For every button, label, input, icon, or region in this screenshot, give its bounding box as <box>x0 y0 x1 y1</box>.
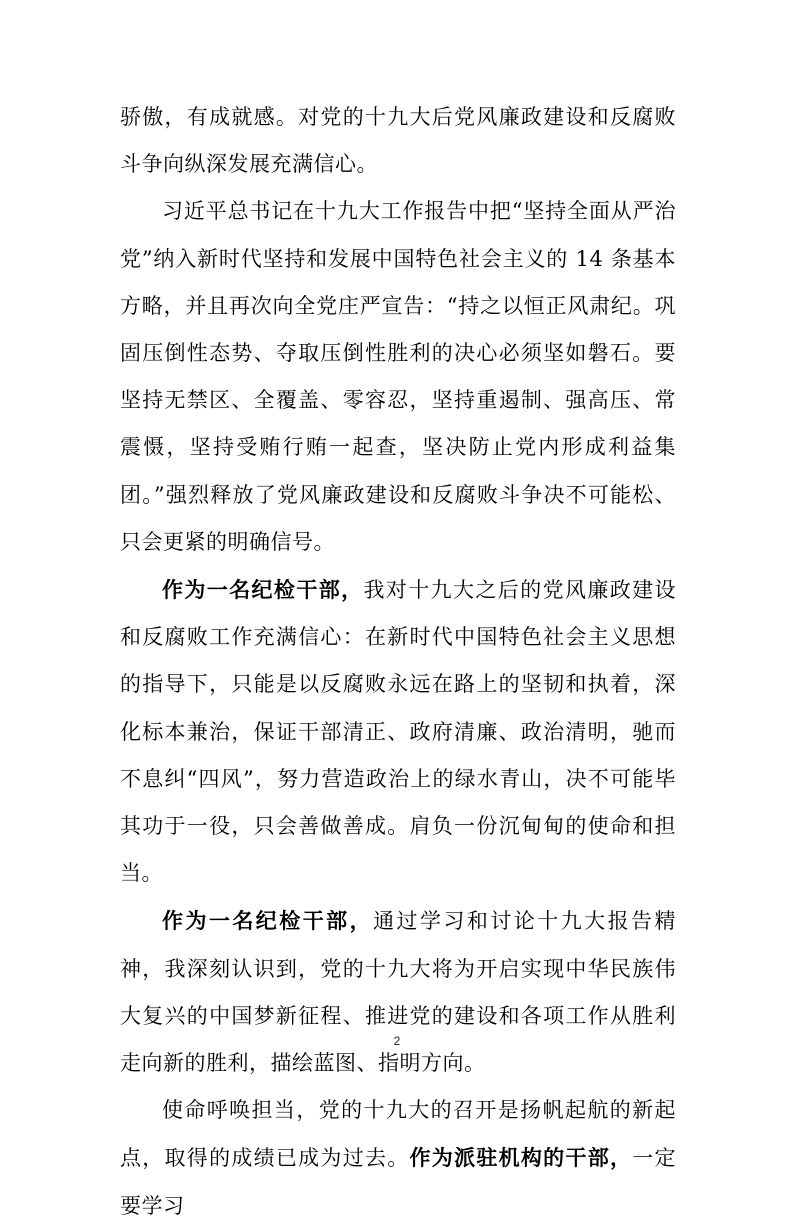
text-run: 一定要学习 <box>120 1146 677 1218</box>
paragraph-cadre-understanding <box>120 897 676 1087</box>
text-run: 通过学习和讨论十九大报告精神，我深刻认识到，党的十九大将为开启实现中华民族伟大复兴的中国梦新征程、推进党的建设和各项工作从胜利走向新的胜利，描绘蓝图、指明方向。 <box>120 909 677 1076</box>
bold-lead-in: 作为派驻机构的干部， <box>409 1145 633 1171</box>
paragraph-cadre-confidence <box>120 566 676 897</box>
text-run: 习近平总书记在十九大工作报告中把“坚持全面从严治党”纳入新时代坚持和发展中国特色社会主义的 14 条基本方略，并且再次向全党庄严宣告：“持之以恒正风肃纪。巩固压倒性态势、夺取压倒性胜利的决心必须坚如磐石。要坚持无禁区、全覆盖、零容忍，坚持重遏制、强高压、常震慑，坚持受贿行贿一起查，坚决防止党内形成利益集团。”强烈释放了党风廉政建设和反腐败斗争决不可能松、只会更紧的明确信号。 <box>120 199 676 554</box>
body-text <box>120 94 676 1230</box>
paragraph-xi-report <box>120 188 676 566</box>
text-run: 骄傲，有成就感。对党的十九大后党风廉政建设和反腐败斗争向纵深发展充满信心。 <box>120 105 676 177</box>
paragraph-continuation <box>120 94 676 188</box>
bold-lead-in: 作为一名纪检干部， <box>162 908 374 934</box>
text-run: 使命呼唤担当，党的十九大的召开是扬帆起航的新起点，取得的成绩已成为过去。 <box>120 1098 676 1171</box>
paragraph-mission <box>120 1087 676 1230</box>
text-run: 我对十九大之后的党风廉政建设和反腐败工作充满信心：在新时代中国特色社会主义思想的指导下，只能是以反腐败永远在路上的坚韧和执着，深化标本兼治，保证干部清正、政府清廉、政治清明，驰而不息纠“四风”，努力营造政治上的绿水青山，决不可能毕其功于一役，只会善做善成。肩负一份沉甸甸的使命和担当。 <box>120 578 677 886</box>
bold-lead-in: 作为一名纪检干部， <box>162 577 364 603</box>
page-number: 2 <box>393 1034 401 1048</box>
